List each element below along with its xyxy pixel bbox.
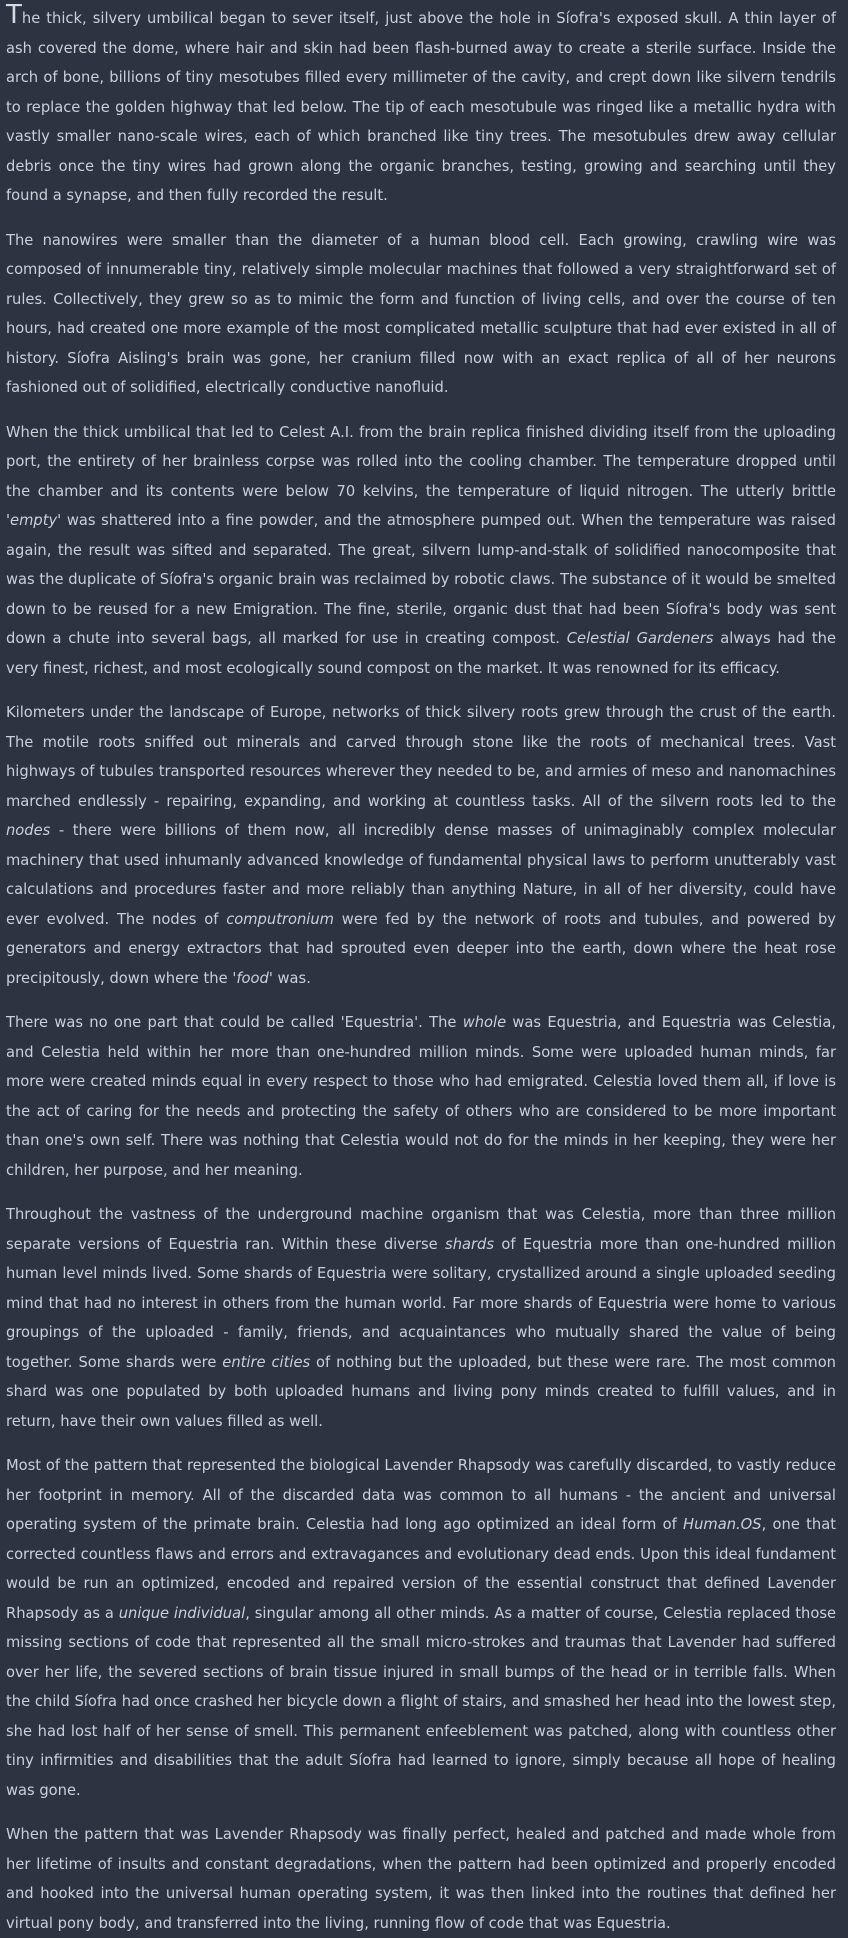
emphasis-text: 'food' xyxy=(232,969,273,987)
paragraph-text: of nothing but the uploaded, but these were rare. The most common shard was one populated by both uploaded humans and living pony minds created to fulfill values, and in return, have their own values filled as well. xyxy=(6,1353,836,1430)
paragraph-8 xyxy=(6,1820,836,1938)
emphasis-text: unique individual xyxy=(118,1604,246,1622)
paragraph-text: There was no one part that could be called 'Equestria'. The xyxy=(6,1014,463,1031)
paragraph-5 xyxy=(6,1008,836,1185)
paragraph-text: - there were billions of them now, all incredibly dense masses of unimaginably complex molecular machinery that used inhumanly advanced knowledge of fundamental physical laws to perform unutterably vast calculations and procedures faster and more reliably than anything Nature, in all of her diversity, could have ever evolved. The nodes of xyxy=(6,822,836,928)
paragraph-text: The nanowires were smaller than the diameter of a human blood cell. Each growing, crawling wire was composed of innumerable tiny, relatively simple molecular machines that followed a very straightforward set of rules. Collectively, they grew so as to mimic the form and function of living cells, and over the course of ten hours, had created one more example of the most complicated metallic sculpture that had ever existed in all of history. Síofra Aisling's brain was gone, her cranium filled now with an exact replica of all of her neurons fashioned out of solidified, electrically conductive nanofluid. xyxy=(6,231,836,396)
paragraph-text: , singular among all other minds. As a matter of course, Celestia replaced those missing sections of code that represented all the small micro-strokes and traumas that Lavender had suffered over her life, the severed sections of brain tissue injured in small bumps of the head or in terrible falls. When the child Síofra had once crashed her bicycle down a flight of stairs, and smashed her head into the lowest step, she had lost half of her sense of smell. This permanent enfeeblement was patched, along with countless other tiny infirmities and disabilities that the adult Síofra had learned to ignore, simply because all hope of healing was gone. xyxy=(6,1604,837,1799)
paragraph-text: was. xyxy=(272,969,311,987)
paragraph-text: When the pattern that was Lavender Rhapsody was finally perfect, healed and patched and made whole from her lifetime of insults and constant degradations, when the pattern had been optimized and properly encoded and hooked into the universal human operating system, it was then linked into the routines that defined her virtual pony body, and transferred into the living, running flow of code that was Equestria. xyxy=(6,1826,836,1932)
emphasis-text: shards xyxy=(445,1235,495,1253)
emphasis-text: computronium xyxy=(226,910,334,928)
paragraph-6 xyxy=(6,1200,836,1436)
paragraph-text: , one that corrected countless flaws and errors and extravagances and evolutionary dead ends. Upon this ideal fundament would be run an optimized, encoded and repaired version of the essential construct that defined Lavender Rhapsody as a xyxy=(6,1516,837,1622)
paragraph-text: he thick, silvery umbilical began to sever itself, just above the hole in Síofra's exposed skull. A thin layer of ash covered the dome, where hair and skin had been flash-burned away to create a sterile surface. Inside the arch of bone, billions of tiny mesotubes filled every millimeter of the cavity, and crept down like silvern tendrils to replace the golden highway that led below. The tip of each mesotubule was ringed like a metallic hydra with vastly smaller nano-scale wires, each of which branched like tiny trees. The mesotubules drew away cellular debris once the tiny wires had grown along the organic branches, testing, growing and searching until they found a synapse, and then fully recorded the result. xyxy=(6,10,836,204)
paragraph-text: Most of the pattern that represented the biological Lavender Rhapsody was carefully discarded, to vastly reduce her footprint in memory. All of the discarded data was common to all humans - the ancient and universal operating system of the primate brain. Celestia had long ago optimized an ideal form of xyxy=(6,1457,836,1533)
paragraph-text: always had the very finest, richest, and most ecologically sound compost on the market. It was renowned for its efficacy. xyxy=(6,630,836,677)
emphasis-text: Celestial Gardeners xyxy=(566,630,714,647)
paragraph-4 xyxy=(6,698,836,993)
paragraph-text: Throughout the vastness of the underground machine organism that was Celestia, more than three million separate versions of Equestria ran. Within these diverse xyxy=(6,1206,836,1253)
paragraph-text: of Equestria more than one-hundred million human level minds lived. Some shards of Equestria were solitary, crystallized around a single uploaded seeding mind that had no interest in others from the human world. Far more shards of Equestria were home to various groupings of the uploaded - family, friends, and acquaintances who mutually shared the value of being together. Some shards were xyxy=(6,1235,836,1371)
paragraph-7 xyxy=(6,1451,836,1805)
paragraph-text: Kilometers under the landscape of Europe, networks of thick silvery roots grew through the crust of the earth. The motile roots sniffed out minerals and carved through stone like the roots of mechanical trees. Vast highways of tubules transported resources wherever they needed to be, and armies of meso and nanomachines marched endlessly - repairing, expanding, and working at countless tasks. All of the silvern roots led to the xyxy=(6,704,836,810)
emphasis-text: whole xyxy=(462,1014,507,1031)
paragraph-text: was shattered into a fine powder, and the atmosphere pumped out. When the temperature was raised again, the result was sifted and separated. The great, silvern lump-and-stalk of solidified nanocomposite that was the duplicate of Síofra's organic brain was reclaimed by robotic claws. The substance of it would be smelted down to be reused for a new Emigration. The fine, sterile, organic dust that had been Síofra's body was sent down a chute into several bags, all marked for use in creating compost. xyxy=(6,512,836,647)
emphasis-text: nodes xyxy=(6,822,51,839)
paragraph-1 xyxy=(6,0,836,211)
paragraph-3 xyxy=(6,418,836,684)
paragraph-2 xyxy=(6,226,836,403)
paragraph-text: When the thick umbilical that led to Celest A.I. from the brain replica finished dividing itself from the uploading port, the entirety of her brainless corpse was rolled into the cooling chamber. The temperature dropped until the chamber and its contents were below 70 kelvins, the temperature of liquid nitrogen. The utterly brittle xyxy=(6,423,836,500)
emphasis-text: Human.OS xyxy=(683,1516,762,1533)
paragraph-text: was Equestria, and Equestria was Celestia, and Celestia held within her more than one-hundred million minds. Some were uploaded human minds, far more were created minds equal in every respect to those who had emigrated. Celestia loved them all, if love is the act of caring for the needs and protecting the safety of others who are considered to be more important than one's own self. There was nothing that Celestia would not do for the minds in her keeping, they were her children, her purpose, and her meaning. xyxy=(6,1014,837,1179)
emphasis-text: 'empty' xyxy=(6,512,62,529)
emphasis-text: entire cities xyxy=(222,1353,311,1371)
drop-cap: T xyxy=(6,0,22,30)
paragraph-text: were fed by the network of roots and tubules, and powered by generators and energy extractors that had sprouted even deeper into the earth, down where the heat rose precipitously, down where the xyxy=(6,910,836,987)
